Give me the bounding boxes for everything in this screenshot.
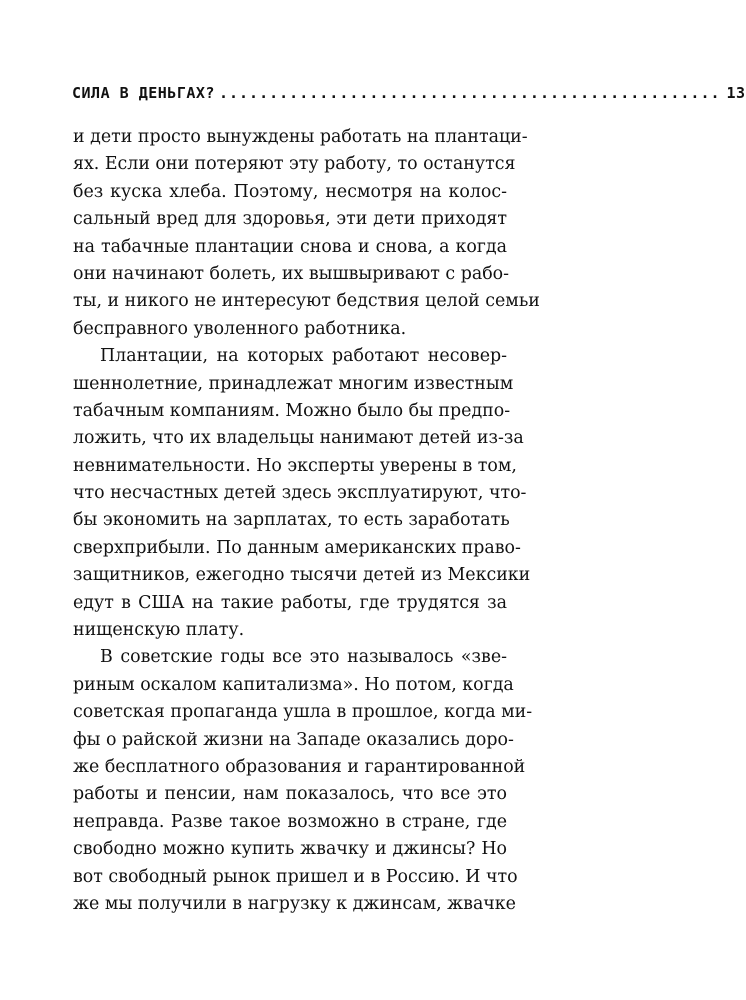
text-line: что несчастных детей здесь эксплуатируют, что- <box>73 483 527 504</box>
text-line: сальный вред для здоровья, эти дети приходят <box>73 209 507 230</box>
text-line: бесправного уволенного работника. <box>73 318 407 339</box>
text-line: на табачные плантации снова и снова, а когда <box>73 236 507 257</box>
text-line: фы о райской жизни на Западе оказались доро- <box>73 729 514 750</box>
text-line: едут в США на такие работы, где трудятся за <box>73 592 507 613</box>
paragraph <box>73 124 540 343</box>
text-line: бы экономить на зарплатах, то есть заработать <box>73 510 510 531</box>
page-number: 13 <box>726 84 746 102</box>
body-text <box>73 124 540 918</box>
text-line: шеннолетние, принадлежат многим известным <box>73 373 514 394</box>
text-line: свободно можно купить жвачку и джинсы? Но <box>73 839 507 860</box>
running-header-title: СИЛА В ДЕНЬГАХ? <box>72 84 215 102</box>
running-header-leader-dots: .................................................. <box>218 84 721 102</box>
text-line: они начинают болеть, их вышвыривают с рабо- <box>73 263 510 284</box>
text-line: нищенскую плату. <box>73 620 245 641</box>
text-line: советская пропаганда ушла в прошлое, когда ми- <box>73 702 533 723</box>
text-line: сверхприбыли. По данным американских право- <box>73 537 521 558</box>
text-line: В советские годы все это называлось «зве- <box>100 647 507 668</box>
text-line: вот свободный рынок пришел и в Россию. И что <box>73 866 518 887</box>
running-header <box>72 84 746 108</box>
text-line: неправда. Разве такое возможно в стране, где <box>73 811 507 832</box>
text-line: Плантации, на которых работают несовер- <box>100 346 507 367</box>
text-line: же мы получили в нагрузку к джинсам, жвачке <box>73 893 516 914</box>
text-line: и дети просто вынуждены работать на плантаци- <box>73 127 528 147</box>
text-line: же бесплатного образования и гарантированной <box>73 756 526 777</box>
text-line: защитников, ежегодно тысячи детей из Мексики <box>73 565 531 586</box>
text-line: ты, и никого не интересуют бедствия целой семьи <box>73 291 540 312</box>
text-line: ложить, что их владельцы нанимают детей из-за <box>73 428 524 449</box>
text-line: работы и пенсии, нам показалось, что все это <box>73 784 507 805</box>
text-line: табачным компаниям. Можно было бы предпо- <box>73 400 511 421</box>
text-line: без куска хлеба. Поэтому, несмотря на колос- <box>73 181 507 202</box>
text-line: ях. Если они потеряют эту работу, то останутся <box>73 154 516 175</box>
paragraph <box>73 644 533 918</box>
paragraph <box>73 343 531 644</box>
text-line: невнимательности. Но эксперты уверены в том, <box>73 455 517 476</box>
text-line: риным оскалом капитализма». Но потом, когда <box>73 674 514 695</box>
